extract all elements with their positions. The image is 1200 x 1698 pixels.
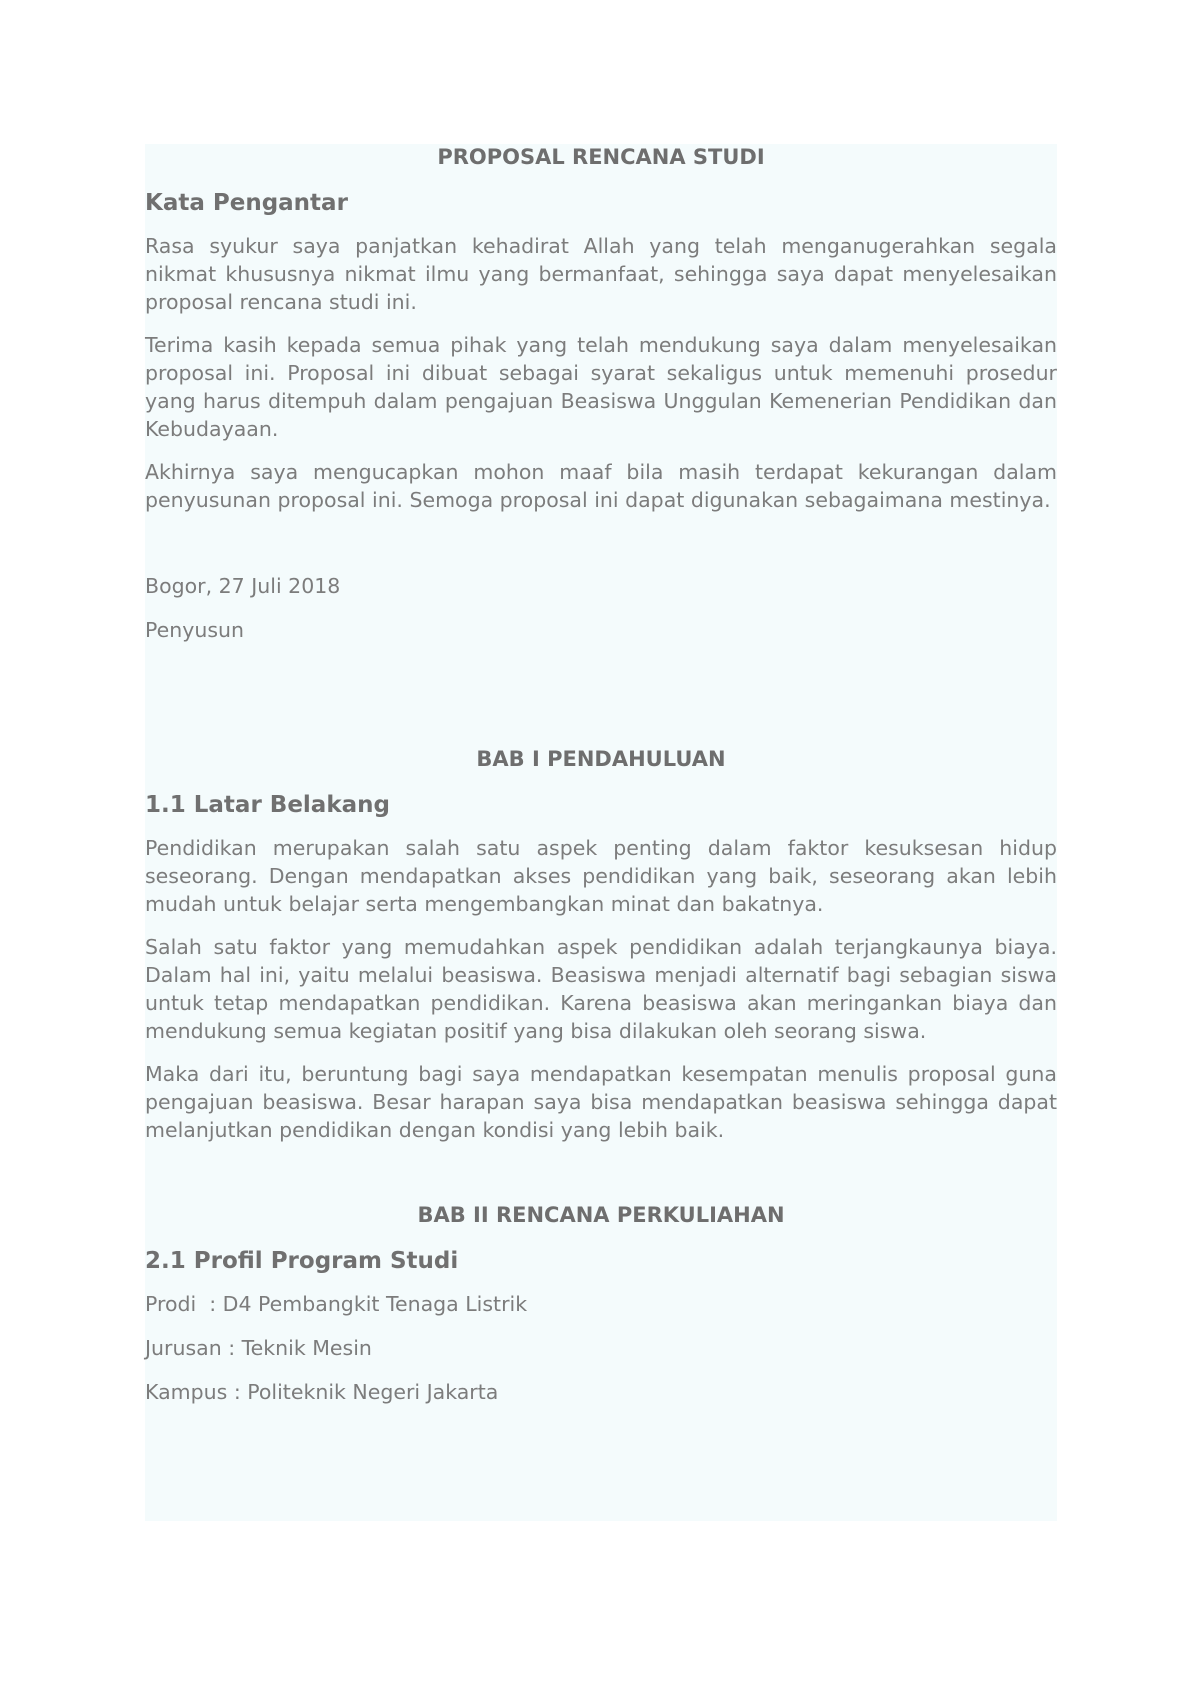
profil-program-studi-heading: 2.1 Profil Program Studi [145, 1248, 459, 1274]
signer-label: Penyusun [145, 618, 245, 642]
latar-belakang-paragraph-2: Salah satu faktor yang memudahkan aspek pendidikan adalah terjangkaunya biaya. Dalam hal ini, yaitu melalui beasiswa. Beasiswa menjadi alternatif bagi sebagian siswa untuk tetap mendapatkan pendidikan. Karena beasiswa akan meringankan biaya dan mendukung semua kegiatan positif yang bisa dilakukan oleh seorang siswa. [145, 935, 1057, 1043]
prodi-line: Prodi : D4 Pembangkit Tenaga Listrik [145, 1292, 528, 1316]
document-title: PROPOSAL RENCANA STUDI [437, 145, 765, 169]
latar-belakang-heading: 1.1 Latar Belakang [145, 792, 390, 818]
jurusan-line: Jurusan : Teknik Mesin [145, 1336, 372, 1360]
kata-pengantar-paragraph-3: Akhirnya saya mengucapkan mohon maaf bila masih terdapat kekurangan dalam penyusunan proposal ini. Semoga proposal ini dapat digunakan sebagaimana mestinya. [145, 460, 1057, 512]
kata-pengantar-paragraph-1: Rasa syukur saya panjatkan kehadirat Allah yang telah menganugerahkan segala nikmat khususnya nikmat ilmu yang bermanfaat, sehingga saya dapat menyelesaikan proposal rencana studi ini. [145, 234, 1057, 314]
kata-pengantar-paragraph-2: Terima kasih kepada semua pihak yang telah mendukung saya dalam menyelesaikan proposal ini. Proposal ini dibuat sebagai syarat sekaligus untuk memenuhi prosedur yang harus ditempuh dalam pengajuan Beasiswa Unggulan Kemenerian Pendidikan dan Kebudayaan. [145, 333, 1057, 441]
latar-belakang-paragraph-3: Maka dari itu, beruntung bagi saya mendapatkan kesempatan menulis proposal guna pengajuan beasiswa. Besar harapan saya bisa mendapatkan beasiswa sehingga dapat melanjutkan pendidikan dengan kondisi yang lebih baik. [145, 1062, 1057, 1142]
kata-pengantar-heading: Kata Pengantar [145, 190, 348, 216]
bab2-title: BAB II RENCANA PERKULIAHAN [417, 1203, 785, 1227]
latar-belakang-paragraph-1: Pendidikan merupakan salah satu aspek penting dalam faktor kesuksesan hidup seseorang. Dengan mendapatkan akses pendidikan yang baik, seseorang akan lebih mudah untuk belajar serta mengembangkan minat dan bakatnya. [145, 836, 1057, 916]
document-body [145, 144, 1057, 1406]
place-date: Bogor, 27 Juli 2018 [145, 574, 341, 598]
kampus-line: Kampus : Politeknik Negeri Jakarta [145, 1380, 499, 1404]
bab1-title: BAB I PENDAHULUAN [476, 747, 726, 771]
